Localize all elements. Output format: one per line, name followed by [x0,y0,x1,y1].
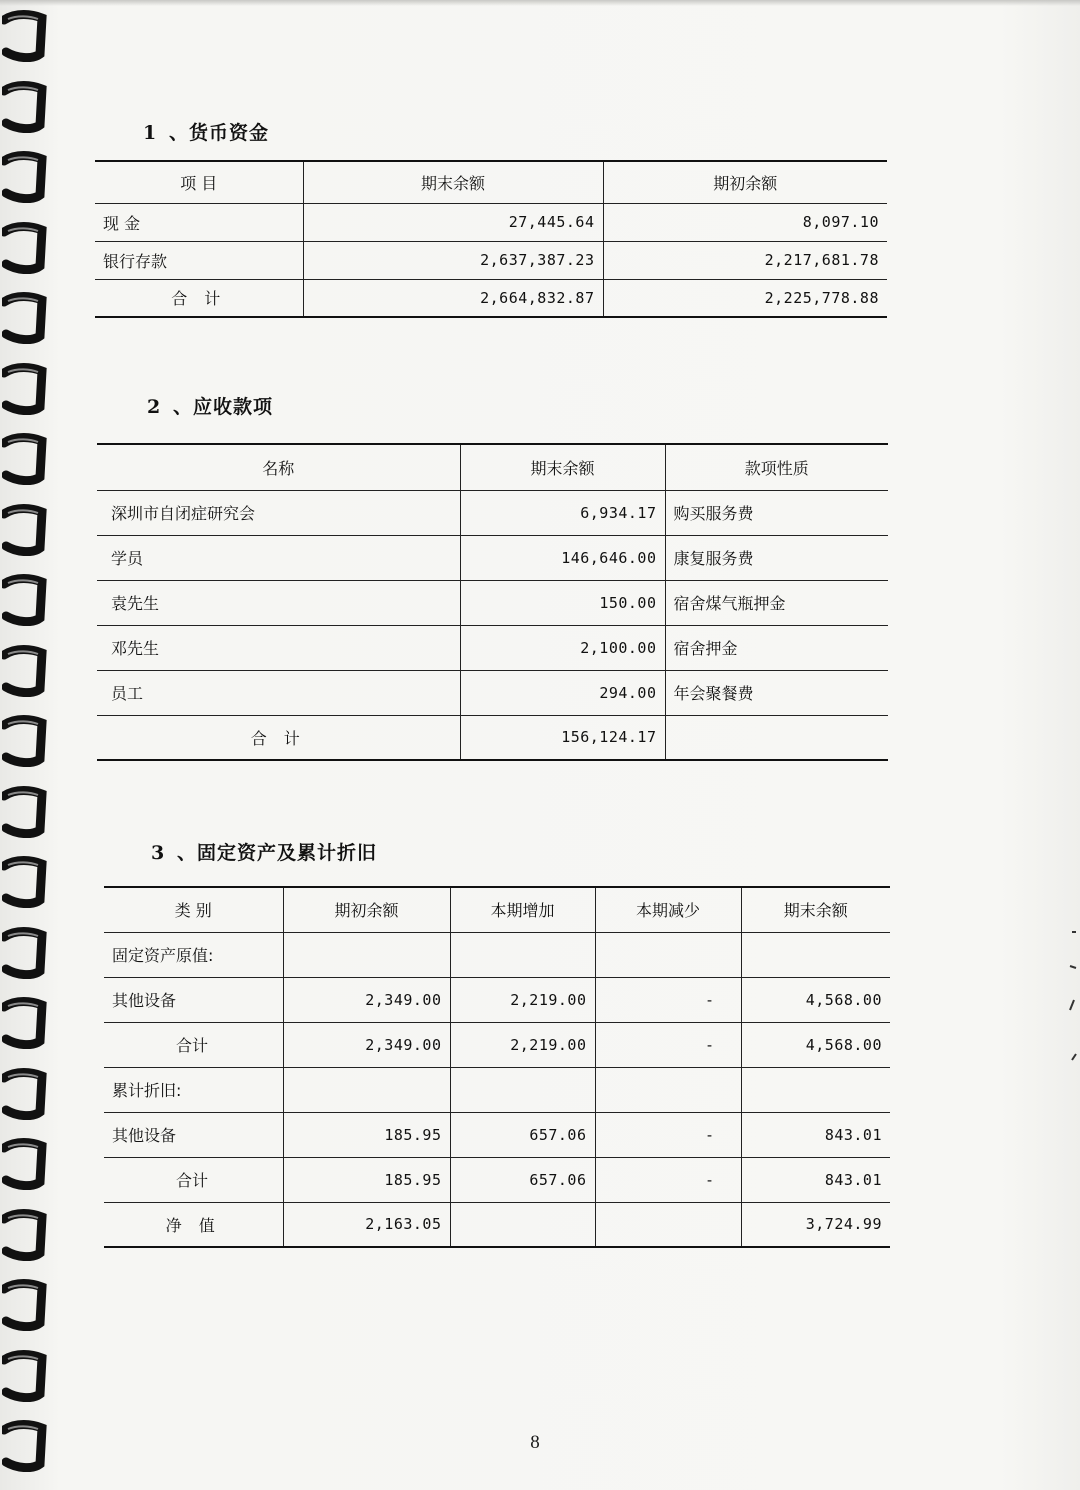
net-decrease-value [595,1202,741,1247]
nature-value: 康复服务费 [665,535,888,580]
begin-value: 185.95 [283,1157,450,1202]
table-row [104,1112,890,1157]
binding-ring [2,433,48,485]
table-row [95,203,887,241]
group-header-row [104,932,890,977]
original-value-label: 固定资产原值: [104,932,283,977]
decrease-value: - [595,1157,741,1202]
section-3-number: 3 [151,842,166,864]
binding-ring [2,1068,48,1120]
page-top-shadow [0,0,1080,6]
begin-value: 185.95 [283,1112,450,1157]
section-2-number: 2 [147,396,162,418]
net-value-label: 净 值 [104,1202,283,1247]
begin-balance-value: 2,217,681.78 [603,241,887,279]
page-number: 8 [530,1432,540,1453]
binding-ring [2,927,48,979]
section-3-title-text: 、固定资产及累计折旧 [177,842,378,864]
category-label: 其他设备 [104,1112,283,1157]
binding-ring [2,786,48,838]
end-value: 843.01 [741,1112,890,1157]
subtotal-row [104,1157,890,1202]
table-row [97,670,888,715]
binding-ring [2,574,48,626]
total-label: 合 计 [95,279,303,317]
net-value-row [104,1202,890,1247]
table-header-row [97,444,888,490]
end-value: 4,568.00 [741,1022,890,1067]
table-header-row [95,161,887,203]
row-label: 现 金 [95,203,303,241]
increase-value: 657.06 [450,1112,595,1157]
increase-value: 2,219.00 [450,977,595,1022]
total-row [97,715,888,760]
row-label: 银行存款 [95,241,303,279]
net-begin-value: 2,163.05 [283,1202,450,1247]
binding-ring [2,715,48,767]
amount-value: 2,100.00 [460,625,665,670]
binding-ring [2,1350,48,1402]
binding-ring [2,1138,48,1190]
end-balance-value: 27,445.64 [303,203,603,241]
table-header-row [104,887,890,932]
net-end-value: 3,724.99 [741,1202,890,1247]
binding-ring [2,81,48,133]
end-balance-value: 2,637,387.23 [303,241,603,279]
binding-ring [2,1279,48,1331]
column-header-increase: 本期增加 [450,887,595,932]
edge-scan-marks [1066,920,1080,1100]
binding-ring [2,1420,48,1472]
amount-value: 150.00 [460,580,665,625]
column-header-end-balance: 期末余额 [741,887,890,932]
debtor-name: 员工 [97,670,460,715]
binding-ring [2,645,48,697]
section-3-title [151,838,377,865]
binding-ring [2,151,48,203]
subtotal-label: 合计 [104,1157,283,1202]
begin-balance-value: 8,097.10 [603,203,887,241]
debtor-name: 深圳市自闭症研究会 [97,490,460,535]
subtotal-row [104,1022,890,1067]
debtor-name: 袁先生 [97,580,460,625]
begin-value: 2,349.00 [283,977,450,1022]
nature-value: 购买服务费 [665,490,888,535]
binding-ring [2,363,48,415]
section-1-title [143,118,269,145]
spiral-binding [0,0,56,1490]
depreciation-label: 累计折旧: [104,1067,283,1112]
nature-value: 年会聚餐费 [665,670,888,715]
group-header-row [104,1067,890,1112]
column-header-decrease: 本期减少 [595,887,741,932]
amount-value: 6,934.17 [460,490,665,535]
total-begin-balance: 2,225,778.88 [603,279,887,317]
amount-value: 146,646.00 [460,535,665,580]
column-header-item: 项 目 [95,161,303,203]
section-1-number: 1 [143,122,158,144]
table-row [104,977,890,1022]
binding-ring [2,292,48,344]
binding-ring [2,10,48,62]
end-value: 4,568.00 [741,977,890,1022]
table-row [97,625,888,670]
total-label: 合 计 [97,715,460,760]
begin-value: 2,349.00 [283,1022,450,1067]
table-row [95,241,887,279]
increase-value: 657.06 [450,1157,595,1202]
column-header-end-balance: 期末余额 [303,161,603,203]
increase-value: 2,219.00 [450,1022,595,1067]
total-amount: 156,124.17 [460,715,665,760]
total-nature [665,715,888,760]
total-end-balance: 2,664,832.87 [303,279,603,317]
column-header-category: 类 别 [104,887,283,932]
decrease-value: - [595,1022,741,1067]
section-2-title-text: 、应收款项 [173,396,274,418]
table-row [97,535,888,580]
table-row [97,490,888,535]
cash-table [95,160,887,318]
nature-value: 宿舍押金 [665,625,888,670]
total-row [95,279,887,317]
column-header-name: 名称 [97,444,460,490]
decrease-value: - [595,1112,741,1157]
fixed-assets-table [104,886,890,1248]
table-row [97,580,888,625]
subtotal-label: 合计 [104,1022,283,1067]
decrease-value: - [595,977,741,1022]
column-header-begin-balance: 期初余额 [603,161,887,203]
binding-ring [2,997,48,1049]
section-1-title-text: 、货币资金 [169,122,270,144]
net-increase-value [450,1202,595,1247]
binding-ring [2,504,48,556]
nature-value: 宿舍煤气瓶押金 [665,580,888,625]
debtor-name: 学员 [97,535,460,580]
receivables-table [97,443,888,761]
category-label: 其他设备 [104,977,283,1022]
section-2-title [147,392,273,419]
column-header-nature: 款项性质 [665,444,888,490]
column-header-begin-balance: 期初余额 [283,887,450,932]
binding-ring [2,1209,48,1261]
column-header-end-balance: 期末余额 [460,444,665,490]
binding-ring [2,856,48,908]
binding-ring [2,222,48,274]
end-value: 843.01 [741,1157,890,1202]
debtor-name: 邓先生 [97,625,460,670]
amount-value: 294.00 [460,670,665,715]
